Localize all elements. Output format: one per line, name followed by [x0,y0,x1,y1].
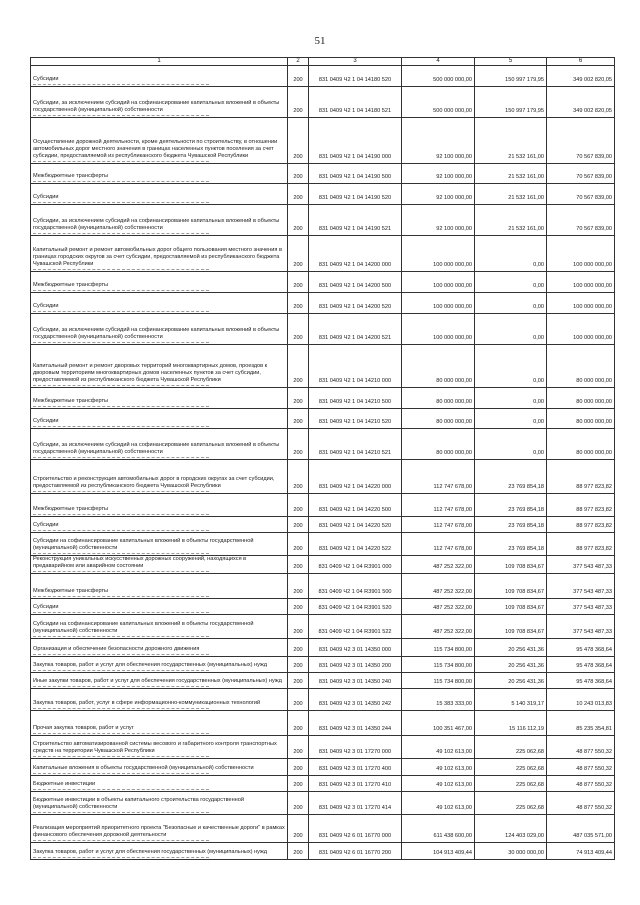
header-cell: 3 [309,58,402,66]
table-row [31,272,615,293]
page-number: 51 [314,35,326,47]
row-executed-cell: 0,00 [475,388,547,409]
row-code-cell: 831 0409 Ч2 3 01 17270 000 [309,736,402,759]
row-executed-cell: 0,00 [475,293,547,314]
row-remaining-cell: 100 000 000,00 [547,314,615,345]
row-code-cell: 831 0409 Ч2 1 04 14200 500 [309,272,402,293]
row-remaining-cell: 48 877 550,32 [547,792,615,815]
row-code-cell: 831 0409 Ч2 1 04 R3901 520 [309,599,402,615]
row-approved-cell: 49 102 613,00 [402,736,475,759]
row-executed-cell: 109 708 834,67 [475,599,547,615]
row-name-text: Субсидии [33,194,285,203]
row-code-cell: 831 0409 Ч2 6 01 16770 000 [309,815,402,843]
row-code-cell: 831 0409 Ч2 3 01 14350 242 [309,689,402,711]
table-row [31,639,615,657]
row-approved-cell: 112 747 678,00 [402,460,475,494]
row-approved-cell: 487 252 322,00 [402,574,475,599]
row-code-cell: 831 0409 Ч2 3 01 17270 400 [309,759,402,776]
table-row [31,66,615,87]
row-remaining-cell: 80 000 000,00 [547,388,615,409]
table-row [31,711,615,736]
row-name-cell [31,293,288,314]
row-name-text: Капитальный ремонт и ремонт автомобильных дорог общего пользования местного значения в границах городских округов за счет субсидии, предоставляемой из республиканского бюджета Чувашской Республики [33,247,285,270]
row-executed-cell: 23 769 854,18 [475,533,547,556]
row-name-text: Межбюджетные трансферты [33,506,285,515]
row-executed-cell: 225 062,68 [475,776,547,792]
row-code-cell: 831 0409 Ч2 3 01 17270 414 [309,792,402,815]
row-code-cell: 831 0409 Ч2 1 04 14210 521 [309,429,402,460]
row-approved-cell: 92 100 000,00 [402,205,475,236]
row-executed-cell: 124 403 029,00 [475,815,547,843]
row-approved-cell: 500 000 000,00 [402,66,475,87]
table-row [31,599,615,615]
row-grbs-cell: 200 [288,293,309,314]
row-name-cell [31,759,288,776]
row-grbs-cell: 200 [288,574,309,599]
row-grbs-cell: 200 [288,87,309,118]
row-approved-cell: 487 252 322,00 [402,599,475,615]
row-grbs-cell: 200 [288,517,309,533]
row-remaining-cell: 95 478 368,64 [547,657,615,673]
row-grbs-cell: 200 [288,314,309,345]
row-approved-cell: 115 734 800,00 [402,639,475,657]
row-grbs-cell: 200 [288,460,309,494]
table-row [31,517,615,533]
table-row [31,556,615,574]
row-code-cell: 831 0409 Ч2 1 04 R3901 000 [309,556,402,574]
row-code-cell: 831 0409 Ч2 1 04 14220 522 [309,533,402,556]
row-approved-cell: 80 000 000,00 [402,409,475,429]
row-name-text: Реализация мероприятий приоритетного проекта "Безопасные и качественные дороги" в рамках финансового обеспечения дорожной деятельности [33,825,285,841]
row-executed-cell: 0,00 [475,236,547,272]
row-remaining-cell: 70 567 839,00 [547,118,615,164]
row-remaining-cell: 70 567 839,00 [547,164,615,184]
row-grbs-cell: 200 [288,205,309,236]
row-executed-cell: 225 062,68 [475,792,547,815]
row-code-cell: 831 0409 Ч2 3 01 14350 200 [309,657,402,673]
row-executed-cell: 0,00 [475,272,547,293]
row-name-text: Субсидии, за исключением субсидий на софинансирование капитальных вложений в объекты государственной (муниципальной) собственности [33,218,285,234]
row-approved-cell: 49 102 613,00 [402,792,475,815]
row-executed-cell: 21 532 161,00 [475,118,547,164]
row-approved-cell: 100 000 000,00 [402,236,475,272]
row-code-cell: 831 0409 Ч2 1 04 R3901 522 [309,615,402,639]
row-name-text: Субсидии на софинансирование капитальных вложений в объекты государственной (муниципальной) собственности [33,621,285,637]
row-approved-cell: 115 734 800,00 [402,657,475,673]
row-remaining-cell: 487 035 571,00 [547,815,615,843]
row-approved-cell: 80 000 000,00 [402,429,475,460]
row-remaining-cell: 377 543 487,33 [547,574,615,599]
row-code-cell: 831 0409 Ч2 6 01 16770 200 [309,843,402,860]
row-approved-cell: 49 102 613,00 [402,759,475,776]
row-name-text: Иные закупки товаров, работ и услуг для обеспечения государственных (муниципальных) нужд [33,678,285,687]
row-code-cell: 831 0409 Ч2 3 01 14350 000 [309,639,402,657]
header-cell: 1 [31,58,288,66]
row-code-cell: 831 0409 Ч2 1 04 14220 520 [309,517,402,533]
row-name-text: Субсидии [33,303,285,312]
row-name-text: Межбюджетные трансферты [33,398,285,407]
row-name-cell [31,236,288,272]
row-grbs-cell: 200 [288,815,309,843]
row-remaining-cell: 80 000 000,00 [547,409,615,429]
row-name-text: Закупка товаров, работ, услуг в сфере информационно-коммуникационных технологий [33,700,285,709]
row-executed-cell: 23 769 854,18 [475,460,547,494]
row-name-text: Субсидии [33,522,285,531]
row-approved-cell: 80 000 000,00 [402,388,475,409]
table-row [31,205,615,236]
row-executed-cell: 20 256 431,36 [475,657,547,673]
row-approved-cell: 100 000 000,00 [402,314,475,345]
row-remaining-cell: 80 000 000,00 [547,345,615,388]
row-name-text: Субсидии [33,418,285,427]
table-row [31,843,615,860]
row-name-text: Бюджетные инвестиции в объекты капитального строительства государственной (муниципальной) собственности [33,797,285,813]
row-grbs-cell: 200 [288,272,309,293]
row-code-cell: 831 0409 Ч2 1 04 14210 520 [309,409,402,429]
table-row [31,615,615,639]
row-code-cell: 831 0409 Ч2 3 01 17270 410 [309,776,402,792]
row-code-cell: 831 0409 Ч2 3 01 14350 240 [309,673,402,689]
row-approved-cell: 112 747 678,00 [402,494,475,517]
row-name-cell [31,843,288,860]
row-name-cell [31,345,288,388]
row-remaining-cell: 349 002 820,05 [547,66,615,87]
row-approved-cell: 49 102 613,00 [402,776,475,792]
row-code-cell: 831 0409 Ч2 1 04 14210 500 [309,388,402,409]
row-name-cell [31,205,288,236]
row-name-cell [31,494,288,517]
table-row [31,87,615,118]
row-name-text: Межбюджетные трансферты [33,588,285,597]
row-name-cell [31,736,288,759]
row-approved-cell: 112 747 678,00 [402,533,475,556]
row-approved-cell: 487 252 322,00 [402,615,475,639]
row-name-cell [31,164,288,184]
header-cell: 6 [547,58,615,66]
row-executed-cell: 23 769 854,18 [475,517,547,533]
row-executed-cell: 225 062,68 [475,759,547,776]
row-grbs-cell: 200 [288,494,309,517]
row-remaining-cell: 48 877 550,32 [547,759,615,776]
row-approved-cell: 487 252 322,00 [402,556,475,574]
row-executed-cell: 109 708 834,67 [475,556,547,574]
row-name-text: Организация и обеспечение безопасности дорожного движения [33,646,285,655]
row-grbs-cell: 200 [288,776,309,792]
row-code-cell: 831 0409 Ч2 3 01 14350 244 [309,711,402,736]
row-grbs-cell: 200 [288,556,309,574]
row-approved-cell: 15 383 333,00 [402,689,475,711]
table-row [31,388,615,409]
row-name-text: Субсидии [33,604,285,613]
row-grbs-cell: 200 [288,615,309,639]
row-remaining-cell: 95 478 368,64 [547,639,615,657]
table-row [31,574,615,599]
table-header-row [31,58,615,66]
row-name-cell [31,517,288,533]
row-remaining-cell: 85 235 354,81 [547,711,615,736]
budget-table [30,57,615,860]
table-row [31,689,615,711]
row-name-cell [31,639,288,657]
row-grbs-cell: 200 [288,429,309,460]
table-row [31,815,615,843]
row-approved-cell: 92 100 000,00 [402,184,475,205]
row-name-text: Осуществление дорожной деятельности, кроме деятельности по строительству, в отношении автомобильных дорог местного значения в границах населенных пунктов поселения за счет субсидии, предоставляемой из республиканского бюджета Чувашской Республики [33,139,285,162]
row-approved-cell: 611 438 600,00 [402,815,475,843]
row-executed-cell: 20 256 431,36 [475,673,547,689]
row-code-cell: 831 0409 Ч2 1 04 14180 521 [309,87,402,118]
row-name-cell [31,460,288,494]
row-name-cell [31,689,288,711]
row-executed-cell: 21 532 161,00 [475,164,547,184]
row-name-cell [31,615,288,639]
row-code-cell: 831 0409 Ч2 1 04 14200 520 [309,293,402,314]
row-name-text: Межбюджетные трансферты [33,173,285,182]
row-remaining-cell: 95 478 368,64 [547,673,615,689]
row-code-cell: 831 0409 Ч2 1 04 14220 000 [309,460,402,494]
row-grbs-cell: 200 [288,388,309,409]
row-name-cell [31,388,288,409]
row-name-text: Капитальный ремонт и ремонт дворовых территорий многоквартирных домов, проездов к дворовым территориям многоквартирных домов населенных пунктов за счет субсидии, предоставляемой из республиканского бюджета Чувашской Республики [33,363,285,386]
row-grbs-cell: 200 [288,118,309,164]
row-executed-cell: 21 532 161,00 [475,184,547,205]
row-code-cell: 831 0409 Ч2 1 04 14210 000 [309,345,402,388]
table-row [31,429,615,460]
row-name-text: Субсидии на софинансирование капитальных вложений в объекты государственной (муниципальной) собственности [33,538,285,554]
row-grbs-cell: 200 [288,657,309,673]
row-name-text: Бюджетные инвестиции [33,781,285,790]
row-name-cell [31,657,288,673]
row-code-cell: 831 0409 Ч2 1 04 14180 520 [309,66,402,87]
header-cell: 2 [288,58,309,66]
row-approved-cell: 115 734 800,00 [402,673,475,689]
row-remaining-cell: 100 000 000,00 [547,236,615,272]
row-approved-cell: 500 000 000,00 [402,87,475,118]
row-remaining-cell: 88 977 823,82 [547,494,615,517]
row-grbs-cell: 200 [288,736,309,759]
row-name-text: Строительство автоматизированной системы весового и габаритного контроля транспортных средств на территории Чувашской Республики [33,741,285,757]
row-name-cell [31,66,288,87]
row-executed-cell: 15 116 112,19 [475,711,547,736]
row-grbs-cell: 200 [288,66,309,87]
row-approved-cell: 92 100 000,00 [402,118,475,164]
row-executed-cell: 0,00 [475,345,547,388]
row-name-cell [31,776,288,792]
table-row [31,118,615,164]
row-name-text: Прочая закупка товаров, работ и услуг [33,725,285,734]
row-executed-cell: 225 062,68 [475,736,547,759]
row-remaining-cell: 100 000 000,00 [547,272,615,293]
row-executed-cell: 5 140 319,17 [475,689,547,711]
row-name-cell [31,792,288,815]
row-approved-cell: 112 747 678,00 [402,517,475,533]
row-name-cell [31,184,288,205]
row-grbs-cell: 200 [288,792,309,815]
row-grbs-cell: 200 [288,711,309,736]
row-name-cell [31,556,288,574]
table-row [31,345,615,388]
row-executed-cell: 20 256 431,36 [475,639,547,657]
table-row [31,236,615,272]
row-executed-cell: 0,00 [475,409,547,429]
row-remaining-cell: 88 977 823,82 [547,533,615,556]
row-approved-cell: 100 000 000,00 [402,293,475,314]
table-row [31,494,615,517]
row-executed-cell: 150 997 179,95 [475,66,547,87]
row-remaining-cell: 377 543 487,33 [547,615,615,639]
row-name-cell [31,711,288,736]
row-approved-cell: 80 000 000,00 [402,345,475,388]
row-remaining-cell: 80 000 000,00 [547,429,615,460]
row-name-text: Субсидии [33,76,285,85]
row-code-cell: 831 0409 Ч2 1 04 14190 500 [309,164,402,184]
table-row [31,460,615,494]
row-grbs-cell: 200 [288,689,309,711]
row-approved-cell: 100 351 467,00 [402,711,475,736]
row-name-cell [31,409,288,429]
row-grbs-cell: 200 [288,184,309,205]
row-executed-cell: 109 708 834,67 [475,615,547,639]
table-row [31,673,615,689]
table-row [31,792,615,815]
row-code-cell: 831 0409 Ч2 1 04 14190 000 [309,118,402,164]
row-approved-cell: 104 913 409,44 [402,843,475,860]
row-executed-cell: 21 532 161,00 [475,205,547,236]
row-approved-cell: 100 000 000,00 [402,272,475,293]
row-grbs-cell: 200 [288,673,309,689]
table-row [31,759,615,776]
row-name-cell [31,118,288,164]
row-grbs-cell: 200 [288,164,309,184]
row-approved-cell: 92 100 000,00 [402,164,475,184]
table-row [31,409,615,429]
row-name-cell [31,599,288,615]
header-cell: 4 [402,58,475,66]
row-remaining-cell: 377 543 487,33 [547,556,615,574]
row-remaining-cell: 377 543 487,33 [547,599,615,615]
table-row [31,293,615,314]
table-row [31,776,615,792]
row-remaining-cell: 48 877 550,32 [547,776,615,792]
row-remaining-cell: 70 567 839,00 [547,205,615,236]
table-row [31,736,615,759]
table-row [31,533,615,556]
row-name-text: Субсидии, за исключением субсидий на софинансирование капитальных вложений в объекты государственной (муниципальной) собственности [33,100,285,116]
row-remaining-cell: 88 977 823,82 [547,517,615,533]
row-code-cell: 831 0409 Ч2 1 04 14190 521 [309,205,402,236]
row-code-cell: 831 0409 Ч2 1 04 14200 521 [309,314,402,345]
row-remaining-cell: 48 877 550,32 [547,736,615,759]
row-name-text: Капитальные вложения в объекты государственной (муниципальной) собственности [33,765,285,774]
row-grbs-cell: 200 [288,345,309,388]
row-remaining-cell: 10 243 013,83 [547,689,615,711]
row-grbs-cell: 200 [288,639,309,657]
row-name-text: Закупка товаров, работ и услуг для обеспечения государственных (муниципальных) нужд [33,849,285,858]
row-name-text: Строительство и реконструкция автомобильных дорог в городских округах за счет субсидии, предоставляемой из республиканского бюджета Чувашской Республики [33,476,285,492]
row-grbs-cell: 200 [288,236,309,272]
row-executed-cell: 23 769 854,18 [475,494,547,517]
row-remaining-cell: 349 002 820,05 [547,87,615,118]
row-executed-cell: 150 997 179,95 [475,87,547,118]
row-code-cell: 831 0409 Ч2 1 04 R3901 500 [309,574,402,599]
row-grbs-cell: 200 [288,759,309,776]
row-executed-cell: 0,00 [475,314,547,345]
table-row [31,164,615,184]
row-code-cell: 831 0409 Ч2 1 04 14220 500 [309,494,402,517]
row-grbs-cell: 200 [288,409,309,429]
row-code-cell: 831 0409 Ч2 1 04 14200 000 [309,236,402,272]
table-row [31,184,615,205]
row-grbs-cell: 200 [288,533,309,556]
row-remaining-cell: 100 000 000,00 [547,293,615,314]
row-name-cell [31,574,288,599]
row-name-text: Субсидии, за исключением субсидий на софинансирование капитальных вложений в объекты государственной (муниципальной) собственности [33,442,285,458]
row-name-cell [31,272,288,293]
table-row [31,657,615,673]
row-remaining-cell: 74 913 409,44 [547,843,615,860]
row-remaining-cell: 88 977 823,82 [547,460,615,494]
row-code-cell: 831 0409 Ч2 1 04 14190 520 [309,184,402,205]
row-grbs-cell: 200 [288,843,309,860]
row-name-text: Закупка товаров, работ и услуг для обеспечения государственных (муниципальных) нужд [33,662,285,671]
row-name-text: Субсидии, за исключением субсидий на софинансирование капитальных вложений в объекты государственной (муниципальной) собственности [33,327,285,343]
row-name-cell [31,533,288,556]
row-executed-cell: 30 000 000,00 [475,843,547,860]
row-name-text: Реконструкция уникальных искусственных дорожных сооружений, находящихся в предаварийном или аварийном состоянии [33,556,285,572]
row-name-cell [31,815,288,843]
row-name-cell [31,87,288,118]
row-grbs-cell: 200 [288,599,309,615]
header-cell: 5 [475,58,547,66]
row-name-cell [31,429,288,460]
table-row [31,314,615,345]
row-name-cell [31,314,288,345]
row-remaining-cell: 70 567 839,00 [547,184,615,205]
row-name-text: Межбюджетные трансферты [33,282,285,291]
row-executed-cell: 0,00 [475,429,547,460]
row-executed-cell: 109 708 834,67 [475,574,547,599]
row-name-cell [31,673,288,689]
